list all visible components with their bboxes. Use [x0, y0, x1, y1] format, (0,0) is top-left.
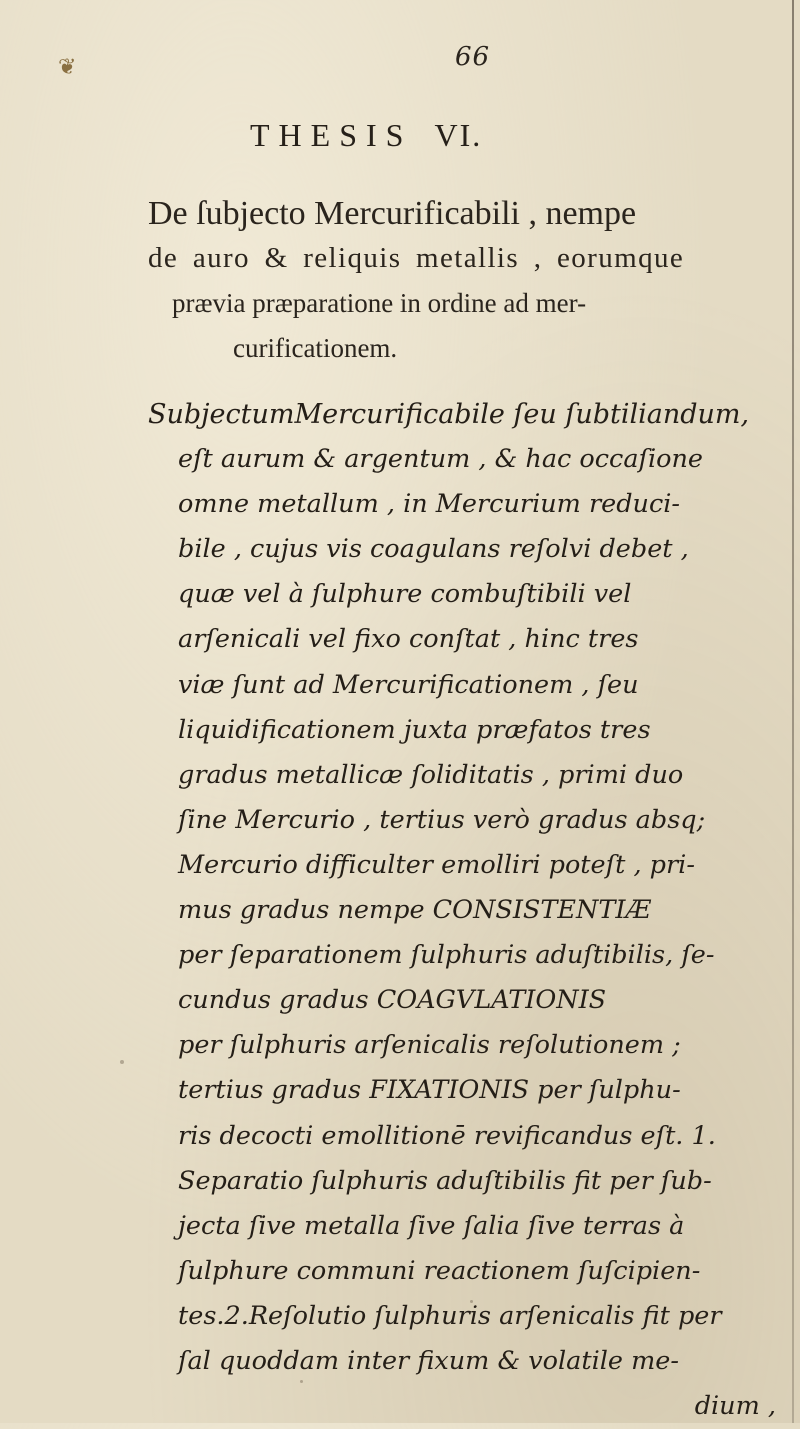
body-line: ris decocti emollitionē revificandus eſt. 1. [178, 1120, 716, 1151]
paper-fleck [120, 1060, 124, 1064]
body-line: mus gradus nempe CONSISTENTIÆ [178, 895, 651, 926]
body-line: omne metallum , in Mercurium reduci- [178, 489, 681, 520]
body-line: dium , [694, 1391, 776, 1422]
body-line: liquidificationem juxta præfatos tres [178, 714, 651, 745]
body-line: eſt aurum & argentum , & hac occaſione [178, 444, 704, 475]
body-line: viæ ſunt ad Mercurificationem , ſeu [178, 669, 639, 700]
body-line: gradus metallicæ ſoliditatis , primi duo [178, 759, 684, 790]
body-line: arſenicali vel fixo conſtat , hinc tres [178, 624, 639, 655]
body-line: tes.2.Reſolutio ſulphuris arſenicalis fit per [178, 1300, 722, 1331]
thesis-summary [148, 191, 798, 371]
summary-line: curificationem. [233, 333, 398, 363]
summary-line: de auro & reliquis metallis , eorumque [148, 242, 685, 274]
heading-word: THESIS [250, 117, 413, 153]
body-line: SubjectumMercurificabile ſeu ſubtiliandum, [148, 399, 750, 430]
body-line: ſine Mercurio , tertius verò gradus absq; [178, 804, 706, 835]
body-line: per ſeparationem ſulphuris aduſtibilis, ſe- [178, 940, 715, 971]
paper-fleck [300, 1380, 303, 1383]
thesis-heading [250, 117, 482, 154]
body-line: Mercurio difficulter emolliri poteſt , pri- [178, 849, 695, 880]
body-line: ſulphure communi reactionem ſuſcipien- [178, 1255, 701, 1286]
body-paragraph [148, 392, 798, 1429]
heading-numeral: VI. [434, 117, 483, 153]
body-line: ſal quoddam inter fixum & volatile me- [178, 1345, 680, 1376]
summary-line: prævia præparatione in ordine ad mer- [172, 288, 587, 318]
body-line: per ſulphuris arſenicalis reſolutionem ; [178, 1030, 681, 1061]
body-line: bile , cujus vis coagulans reſolvi debet , [178, 534, 689, 565]
body-line: quæ vel à ſulphure combuſtibili vel [178, 579, 632, 610]
summary-line: De ſubjecto Mercurificabili , nempe [148, 195, 637, 232]
body-line: jecta ſive metalla ſive ſalia ſive terras à [178, 1210, 685, 1241]
page-number: 66 [455, 42, 491, 72]
body-line: cundus gradus COAGVLATIONIS [178, 985, 607, 1016]
ink-stain-mark: ❦ [58, 55, 77, 80]
body-line: Separatio ſulphuris aduſtibilis fit per ſub- [178, 1165, 712, 1196]
body-line: tertius gradus FIXATIONIS per ſulphu- [178, 1075, 681, 1106]
paper-fleck [470, 1300, 473, 1303]
